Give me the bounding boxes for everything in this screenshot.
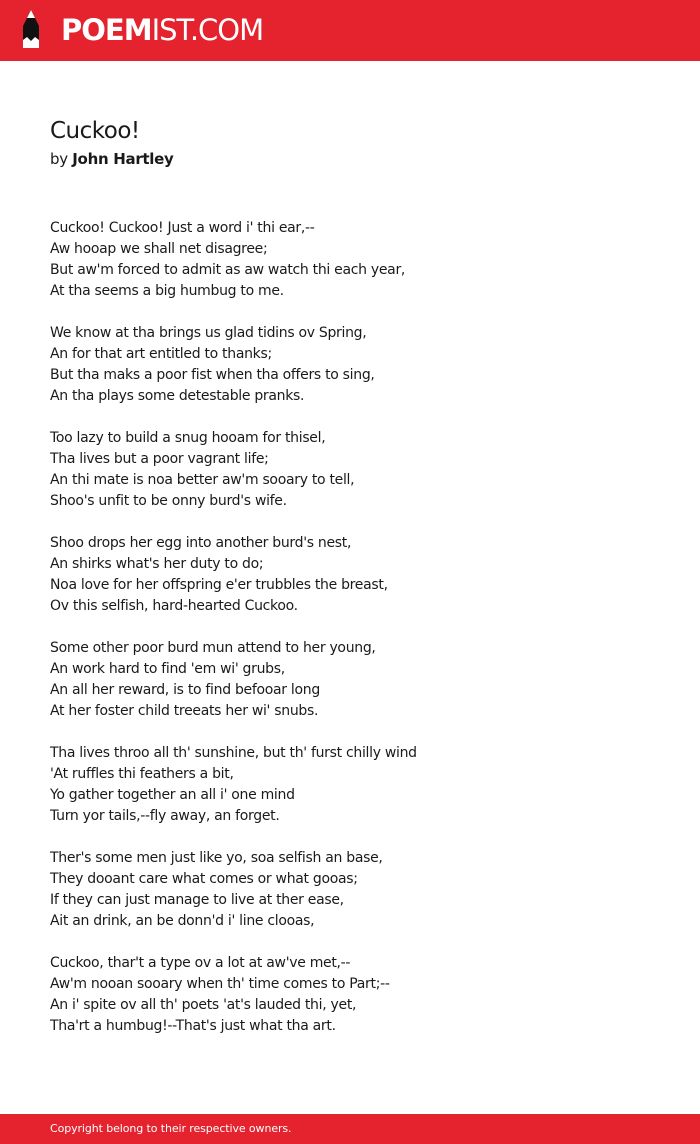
poem-title: Cuckoo! bbox=[50, 118, 140, 144]
pencil-tip-icon[interactable] bbox=[18, 10, 44, 52]
poem-line: An i' spite ov all th' poets 'at's lauded thi, yet, bbox=[50, 997, 357, 1013]
stanza bbox=[50, 428, 650, 512]
poem-line: They dooant care what comes or what gooas; bbox=[50, 871, 358, 887]
poem-line: We know at tha brings us glad tidins ov Spring, bbox=[50, 325, 367, 341]
stanza bbox=[50, 533, 650, 617]
poem-line: Tha lives but a poor vagrant life; bbox=[50, 451, 269, 467]
poem-line: Shoo's unfit to be onny burd's wife. bbox=[50, 493, 287, 509]
poem-line: Ait an drink, an be donn'd i' line clooas, bbox=[50, 913, 315, 929]
poem-line: At her foster child treeats her wi' snubs. bbox=[50, 703, 319, 719]
poem-line: An for that art entitled to thanks; bbox=[50, 346, 272, 362]
site-footer bbox=[0, 1114, 700, 1144]
stanza bbox=[50, 218, 650, 302]
poem-line: At tha seems a big humbug to me. bbox=[50, 283, 284, 299]
stanza bbox=[50, 953, 650, 1037]
poem-line: If they can just manage to live at ther ease, bbox=[50, 892, 344, 908]
poem-line: An shirks what's her duty to do; bbox=[50, 556, 264, 572]
poem-line: An tha plays some detestable pranks. bbox=[50, 388, 305, 404]
poem-line: Tha'rt a humbug!--That's just what tha art. bbox=[50, 1018, 336, 1034]
copyright-notice: Copyright belong to their respective owners. bbox=[50, 1122, 292, 1135]
stanza bbox=[50, 848, 650, 932]
poem-line: An work hard to find 'em wi' grubs, bbox=[50, 661, 285, 677]
poem-body bbox=[50, 218, 650, 1058]
poem-line: Ther's some men just like yo, soa selfish an base, bbox=[50, 850, 383, 866]
poem-line: Some other poor burd mun attend to her young, bbox=[50, 640, 376, 656]
poem-line: But tha maks a poor fist when tha offers to sing, bbox=[50, 367, 375, 383]
poem-line: 'At ruffles thi feathers a bit, bbox=[50, 766, 234, 782]
poem-line: Cuckoo, thar't a type ov a lot at aw've met,-- bbox=[50, 955, 351, 971]
site-header bbox=[0, 0, 700, 61]
poem-line: Yo gather together an all i' one mind bbox=[50, 787, 295, 803]
byline bbox=[50, 149, 173, 169]
brand-light: IST.COM bbox=[151, 13, 264, 47]
poem-line: Turn yor tails,--fly away, an forget. bbox=[50, 808, 280, 824]
site-logo-text[interactable] bbox=[61, 12, 263, 48]
poem-line: Aw'm nooan sooary when th' time comes to Part;-- bbox=[50, 976, 390, 992]
poem-line: Tha lives throo all th' sunshine, but th' furst chilly wind bbox=[50, 745, 417, 761]
poem-line: Cuckoo! Cuckoo! Just a word i' thi ear,-- bbox=[50, 220, 315, 236]
author-name: John Hartley bbox=[72, 150, 174, 168]
stanza bbox=[50, 638, 650, 722]
brand-bold: POEM bbox=[61, 13, 152, 47]
stanza bbox=[50, 323, 650, 407]
poem-line: Shoo drops her egg into another burd's nest, bbox=[50, 535, 352, 551]
by-label: by bbox=[50, 150, 68, 168]
stanza bbox=[50, 743, 650, 827]
poem-line: Too lazy to build a snug hooam for thisel, bbox=[50, 430, 326, 446]
poem-line: Aw hooap we shall net disagree; bbox=[50, 241, 268, 257]
poem-line: But aw'm forced to admit as aw watch thi each year, bbox=[50, 262, 406, 278]
poem-line: Ov this selfish, hard-hearted Cuckoo. bbox=[50, 598, 298, 614]
poem-line: An all her reward, is to find befooar long bbox=[50, 682, 320, 698]
poem-line: Noa love for her offspring e'er trubbles the breast, bbox=[50, 577, 388, 593]
poem-line: An thi mate is noa better aw'm sooary to tell, bbox=[50, 472, 355, 488]
